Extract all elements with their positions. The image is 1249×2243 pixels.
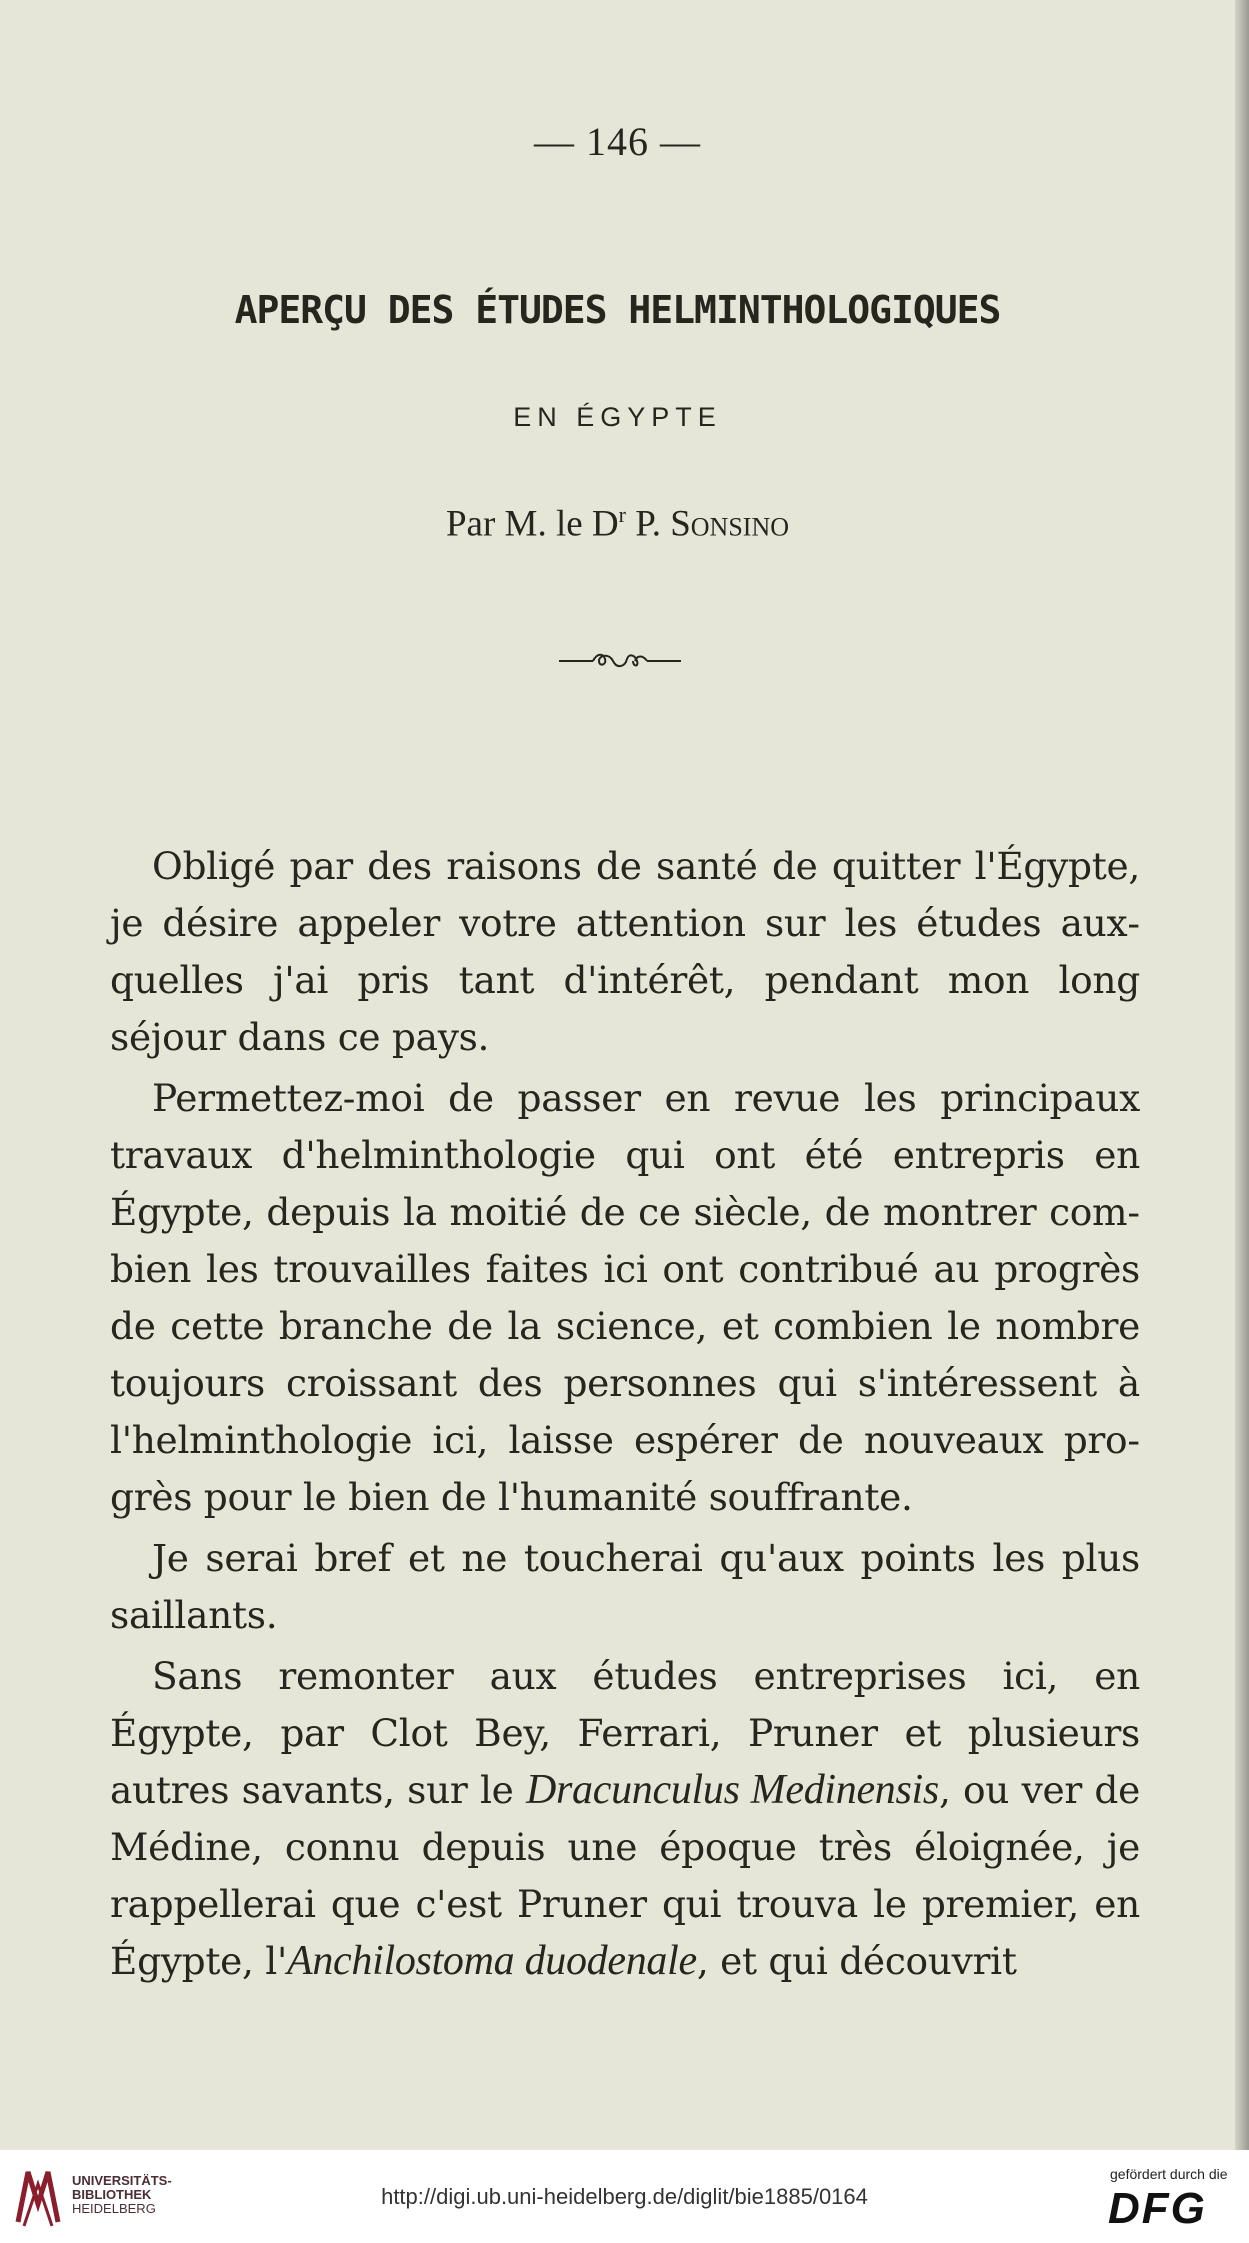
paragraph-4: [110, 1648, 1140, 1990]
species-name-dracunculus: Dracunculus Medinensis: [525, 1767, 939, 1813]
library-name-line-3: HEIDELBERG: [72, 2201, 156, 2216]
library-name-line-1: UNIVERSITÄTS-: [72, 2173, 172, 2188]
permalink-url[interactable]: http://digi.ub.uni-heidelberg.de/diglit/bie1885/0164: [381, 2184, 868, 2209]
byline-sup: r: [618, 502, 626, 527]
body-text: [110, 838, 1140, 1990]
author-name: Sonsino: [670, 503, 790, 545]
species-name-anchilostoma: Anchilostoma duodenale: [286, 1938, 697, 1984]
author-byline: [0, 502, 1235, 545]
byline-initial: P.: [625, 503, 671, 545]
paragraph-4-text-c: , et qui découvrit: [696, 1939, 1017, 1983]
article-title: APERÇU DES ÉTUDES HELMINTHOLOGIQUES: [234, 288, 1001, 332]
ornament-divider-icon: [555, 648, 685, 672]
digitization-footer: [0, 2150, 1249, 2243]
dfg-logo: DFG: [1108, 2184, 1207, 2233]
funded-by-label: gefördert durch die: [1110, 2166, 1228, 2182]
paragraph-2: Permettez-moi de passer en revue les principaux travaux d'helminthologie qui ont été entrepris en Égypte, depuis la moitié de ce siècle, de montrer combien les trouvailles faites ici ont contribué au progrès de cette branche de la science, et combien le nombre toujours croissant des personnes qui s'intéressent à l'helminthologie ici, laisse espérer de nouveaux progrès pour le bien de l'humanité souffrante.: [110, 1076, 1140, 1519]
byline-prefix: Par M. le D: [445, 503, 619, 545]
article-subtitle: EN ÉGYPTE: [513, 402, 722, 432]
paragraph-4-text-b: , ou ver de Médine, connu depuis une époque très éloignée, je rappellerai que c'est Pruner qui trouva le premier, en Égypte, l': [110, 1768, 1140, 1983]
page-edge: [1235, 0, 1249, 2150]
paragraph-4-text-a: Sans remonter aux études entreprises ici, en Égypte, par Clot Bey, Ferrari, Pruner et plusieurs autres savants, sur le: [110, 1654, 1140, 1812]
library-name-line-2: BIBLIOTHEK: [72, 2187, 152, 2202]
paragraph-3: Je serai bref et ne toucherai qu'aux points les plus saillants.: [110, 1536, 1140, 1637]
paragraph-1: Obligé par des raisons de santé de quitter l'Égypte, je désire appeler votre attention sur les études auxquelles j'ai pris tant d'intérêt, pendant mon long séjour dans ce pays.: [110, 844, 1140, 1059]
page-number: — 146 —: [534, 119, 701, 164]
